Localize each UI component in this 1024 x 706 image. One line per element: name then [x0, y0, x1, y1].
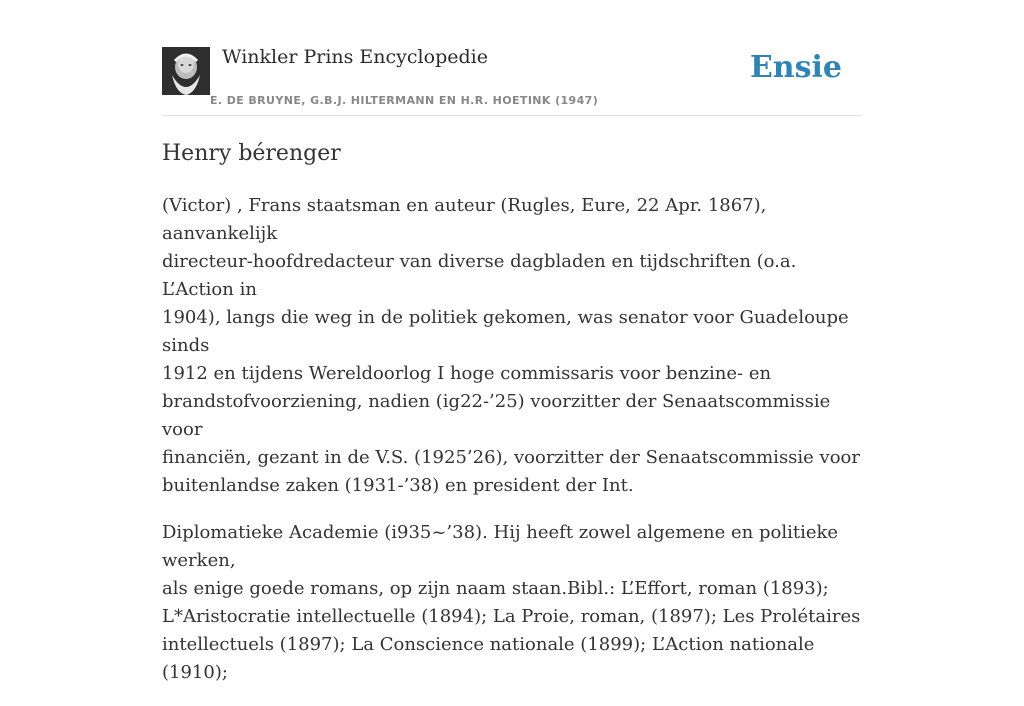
text-line: directeur-hoofdredacteur van diverse dagbladen en tijdschriften (o.a. L’Action in: [162, 251, 797, 300]
avatar[interactable]: [162, 47, 210, 95]
text-line: L*Aristocratie intellectuelle (1894); La Proie, roman, (1897); Les Prolétaires: [162, 606, 861, 627]
text-line: Diplomatieke Academie (i935~’38). Hij heeft zowel algemene en politieke werken,: [162, 522, 839, 571]
text-line: 1912 en tijdens Wereldoorlog I hoge commissaris voor benzine- en: [162, 363, 772, 384]
site-title[interactable]: Winkler Prins Encyclopedie: [222, 46, 488, 68]
site-authors: E. DE BRUYNE, G.B.J. HILTERMANN EN H.R. HOETINK (1947): [210, 94, 599, 107]
article-paragraph-1: [162, 192, 862, 500]
text-line: financiën, gezant in de V.S. (1925’26), voorzitter der Senaatscommissie voor: [162, 447, 860, 468]
page-container: [162, 0, 862, 683]
text-line: als enige goede romans, op zijn naam staan.Bibl.: L’Effort, roman (1893);: [162, 578, 829, 599]
site-header: [162, 0, 862, 116]
text-line: intellectuels (1897); La Conscience nationale (1899); L’Action nationale (1910);: [162, 634, 815, 683]
article-body: [162, 192, 862, 706]
article-paragraph-2: [162, 519, 862, 687]
bearded-man-portrait-icon: [162, 47, 210, 95]
text-line: buitenlandse zaken (1931-’38) en president der Int.: [162, 475, 634, 496]
article-title: Henry bérenger: [162, 141, 341, 166]
ensie-logo[interactable]: Ensie: [749, 50, 842, 85]
text-line: (Victor) , Frans staatsman en auteur (Rugles, Eure, 22 Apr. 1867), aanvankelijk: [162, 195, 767, 244]
text-line: brandstofvoorziening, nadien (ig22-’25) voorzitter der Senaatscommissie voor: [162, 391, 831, 440]
text-line: 1904), langs die weg in de politiek gekomen, was senator voor Guadeloupe sinds: [162, 307, 849, 356]
